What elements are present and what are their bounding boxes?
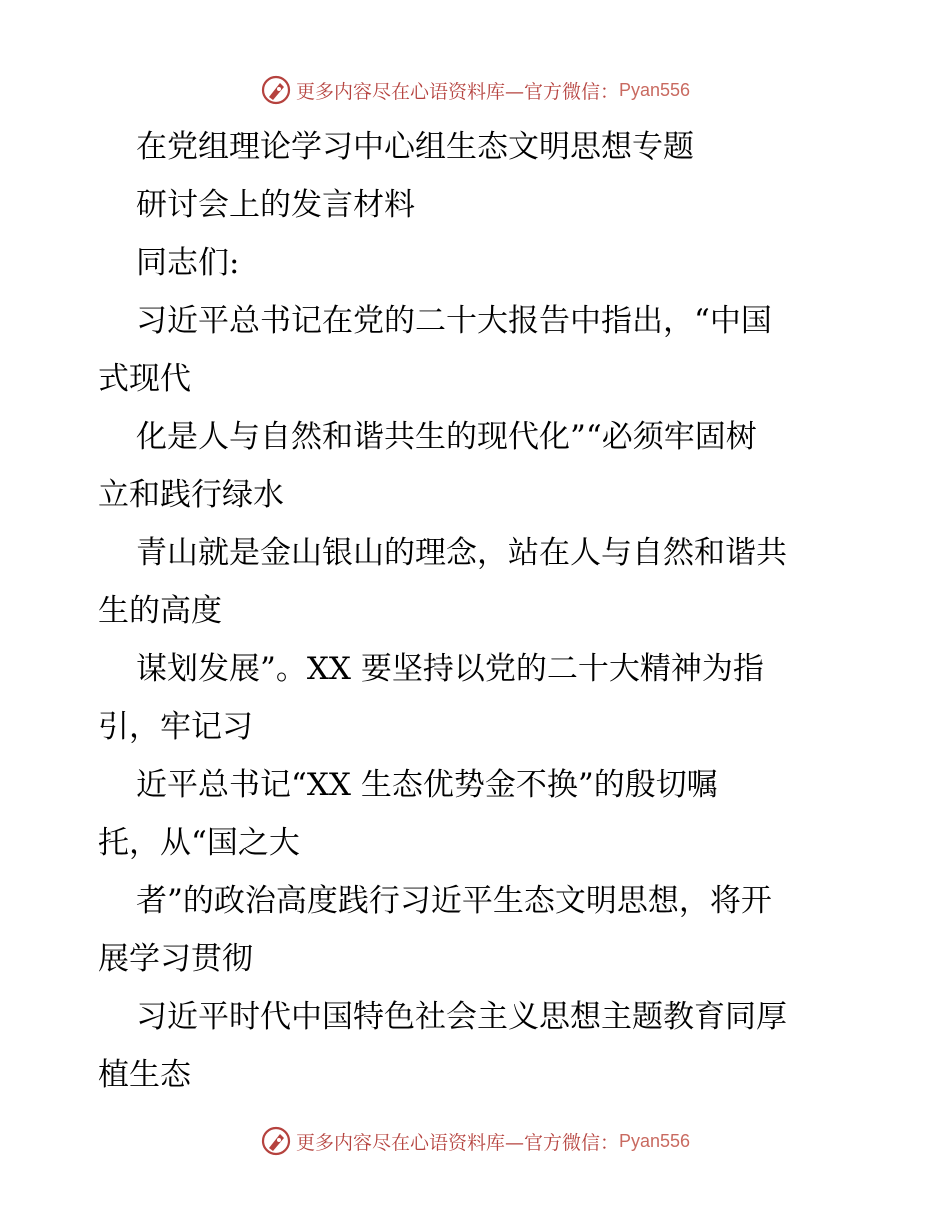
text-line: 近平总书记“XX 生态优势金不换”的殷切嘱 [136,767,718,803]
text-line: 生的高度 [98,593,222,629]
text-line: 谋划发展”。XX 要坚持以党的二十大精神为指 [136,651,764,687]
text-line: 式现代 [98,361,191,397]
text-line: 青山就是金山银山的理念，站在人与自然和谐共 [136,535,787,571]
watermark-wechat-id: Pyan556 [618,79,691,100]
watermark-text: 更多内容尽在心语资料库—官方微信： [295,1131,619,1154]
text-line: 者”的政治高度践行习近平生态文明思想，将开 [136,883,772,919]
text-line: 立和践行绿水 [98,477,284,513]
text-line: 引，牢记习 [98,709,253,745]
watermark-wechat-id: Pyan556 [618,1130,691,1151]
text-line: 习近平时代中国特色社会主义思想主题教育同厚 [136,999,787,1035]
document-body [98,118,858,1104]
text-line: 同志们: [136,245,240,281]
header-watermark [0,70,950,110]
text-line: 托，从“国之大 [98,825,300,861]
text-line: 在党组理论学习中心组生态文明思想专题 [136,129,694,165]
text-line: 研讨会上的发言材料 [136,187,415,223]
pen-nib-circle-icon [260,1125,292,1157]
text-line: 展学习贯彻 [98,941,253,977]
footer-watermark [0,1121,950,1161]
pen-nib-circle-icon [260,74,292,106]
text-line: 习近平总书记在党的二十大报告中指出，“中国 [136,303,772,339]
text-line: 化是人与自然和谐共生的现代化”“必须牢固树 [136,419,757,455]
watermark-text: 更多内容尽在心语资料库—官方微信： [295,80,619,103]
text-line: 植生态 [98,1057,191,1093]
